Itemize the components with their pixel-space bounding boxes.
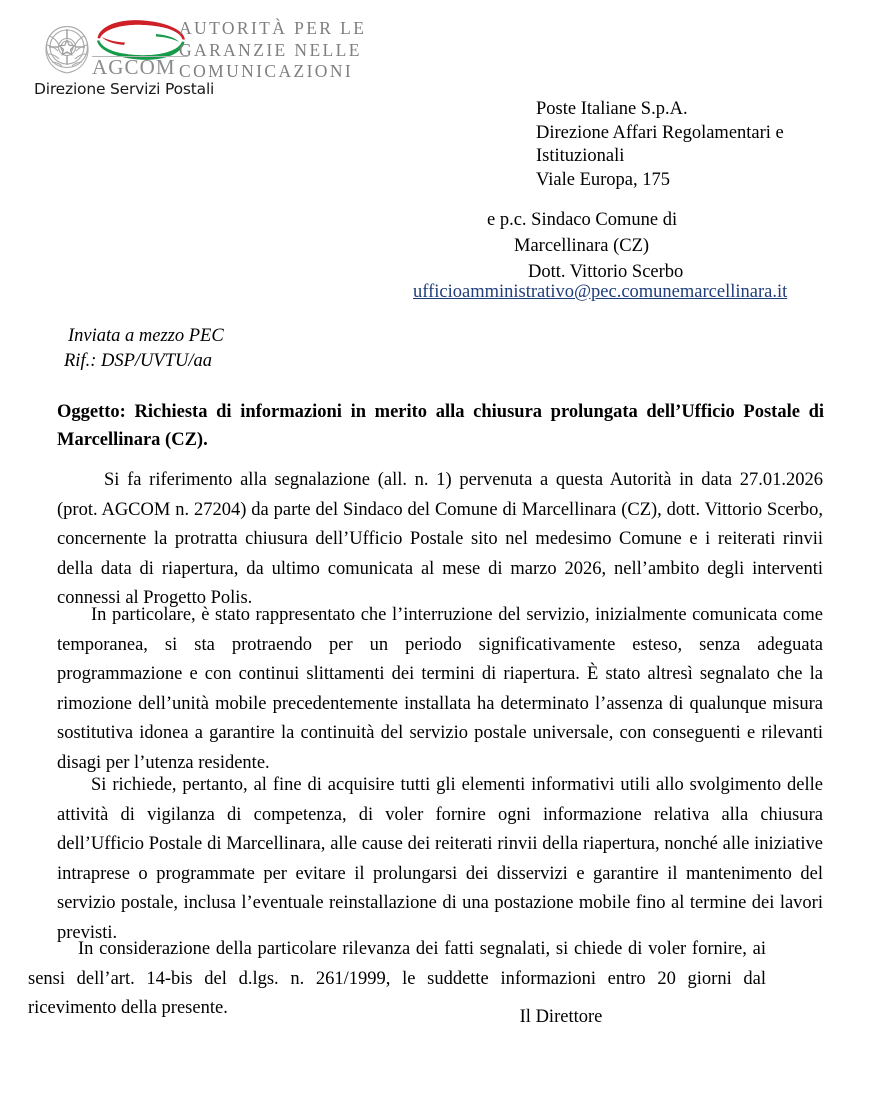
delivery-method: Inviata a mezzo PEC bbox=[68, 326, 224, 346]
body-paragraph-1: Si fa riferimento alla segnalazione (all. n. 1) pervenuta a questa Autorità in data 27.01.2026 (prot. AGCOM n. 27204) da parte del Sindaco del Comune di Marcellinara (CZ), dott. Vittorio Scerbo, concernente la protratta chiusura dell’Ufficio Postale sito nel medesimo Comune e i reiterati rinvii della data di riapertura, da ultimo comunicata al mese di marzo 2026, nell’ambito degli interventi connessi al Progetto Polis. bbox=[57, 470, 823, 608]
agcom-wordmark: AGCOM bbox=[92, 55, 176, 79]
addressee-cc bbox=[487, 207, 683, 285]
letterhead bbox=[0, 0, 870, 100]
cc-line: e p.c. Sindaco Comune di bbox=[487, 210, 678, 230]
cc-line: Marcellinara (CZ) bbox=[514, 236, 650, 256]
cc-line: Dott. Vittorio Scerbo bbox=[528, 262, 684, 282]
authority-line-3: COMUNICAZIONI bbox=[179, 61, 354, 81]
addressee-line: Direzione Affari Regolamentari e bbox=[536, 122, 784, 143]
authority-line-2: GARANZIE NELLE bbox=[179, 39, 362, 60]
addressee-line: Istituzionali bbox=[536, 146, 625, 166]
body-paragraph-2: In particolare, è stato rappresentato che l’interruzione del servizio, inizialmente comunicata come temporanea, si sta protraendo per un periodo significativamente esteso, senza adeguata programmazione e con continui slittamenti dei termini di riapertura. È stato altresì segnalato che la rimozione dell’unità mobile precedentemente installata ha determinato l’assenza di qualunque misura sostitutiva idonea a garantire la continuità del servizio postale universale, con conseguenti e rilevanti disagi per l’utenza residente. bbox=[57, 605, 823, 773]
addressee-line: Viale Europa, 175 bbox=[536, 169, 670, 190]
signature-title: Il Direttore bbox=[519, 1007, 603, 1027]
body-paragraph-3: Si richiede, pertanto, al fine di acquisire tutti gli elementi informativi utili allo svolgimento delle attività di vigilanza di competenza, di voler fornire ogni informazione relativa alla chiusura dell’Ufficio Postale di Marcellinara, alle cause dei reiterati rinvii della riapertura, nonché alle iniziative intraprese o programmate per evitare il prolungarsi dei disservizi e garantire il mantenimento del servizio postale, inclusa l’eventuale reinstallazione di una postazione mobile fino al termine dei lavori previsti. bbox=[57, 775, 823, 943]
authority-name bbox=[179, 18, 366, 83]
body-paragraph-4: In considerazione della particolare rilevanza dei fatti segnalati, si chiede di voler fornire, ai sensi dell’art. 14-bis del d.lgs. n. 261/1999, le suddette informazioni entro 20 giorni dal ricevimento della presente. bbox=[28, 939, 766, 1018]
addressee-primary bbox=[536, 98, 784, 192]
italian-republic-emblem-icon bbox=[38, 16, 96, 78]
delivery-info bbox=[64, 324, 224, 374]
pec-email-link[interactable]: ufficioamministrativo@pec.comunemarcellinara.it bbox=[413, 282, 788, 302]
subject-line: Oggetto: Richiesta di informazioni in merito alla chiusura prolungata dell’Ufficio Postale di Marcellinara (CZ). bbox=[57, 402, 824, 450]
addressee-line: Poste Italiane S.p.A. bbox=[536, 99, 688, 119]
department-name: Direzione Servizi Postali bbox=[34, 80, 215, 98]
delivery-reference: Rif.: DSP/UVTU/aa bbox=[64, 351, 212, 371]
authority-line-1: AUTORITÀ PER LE bbox=[179, 18, 367, 38]
